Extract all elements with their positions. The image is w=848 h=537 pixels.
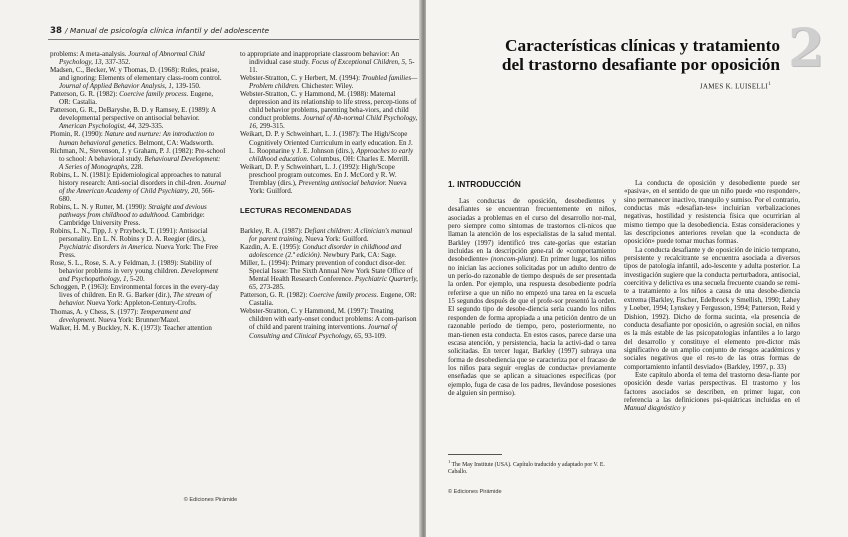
- reference-source: Nature and nurture: An introduction to human behavioral genetics.: [59, 130, 215, 147]
- running-title: Manual de psicología clínica infantil y del adolescente: [69, 26, 270, 35]
- reference-entry: [240, 291, 418, 307]
- reference-pages: Nueva York: Appleton-Century-Crofts.: [85, 299, 197, 308]
- recommended-heading: LECTURAS RECOMENDADAS: [240, 205, 352, 215]
- reference-text: Robins, L. N., Tipp, J. y Przybeck, T. (1991): Antisocial personality. En L. N. Robins y D. A. Reegier (dirs.),: [50, 227, 208, 244]
- reference-text: Webster-Stratton, C. y Hammond, M. (1997): Treating children with early-onset conduct problems: A com-parison of child and parent training interventions.: [240, 307, 417, 332]
- body-paragraph: [624, 179, 800, 246]
- reference-entry: [240, 163, 418, 195]
- right-footer: © Ediciones Pirámide: [448, 489, 502, 495]
- reference-entry: [50, 106, 226, 130]
- running-header: [50, 26, 410, 36]
- separator: /: [64, 26, 70, 35]
- footnote-rule: [448, 454, 502, 455]
- reference-source: Defiant children: A clinician's manual for parent training,: [249, 226, 413, 243]
- reference-source: Troubled families—Problem children.: [249, 74, 418, 91]
- reference-source: Journal of Applied Behavior Analysis, 1,: [59, 82, 174, 91]
- left-page: [0, 0, 421, 537]
- reference-text: Webster-Stratton, C. y Herbert, M. (1994):: [240, 74, 362, 83]
- reference-source: Approaches to early childhood education.: [249, 146, 414, 163]
- reference-entry: [50, 50, 226, 66]
- reference-source: Journal of the American Academy of Child Psychiatry, 20,: [59, 178, 226, 195]
- reference-pages: Newbury Park, CA: Sage.: [321, 251, 397, 260]
- reference-entry: [50, 66, 226, 90]
- reference-source: Psychiatric Quarterly, 65,: [249, 275, 418, 292]
- reference-text: Rose, S. L., Rose, S. A. y Feldman, J. (1989): Stability of behavior problems in very young children.: [50, 259, 212, 276]
- chapter-number: 2: [788, 18, 825, 79]
- reference-entry: [50, 130, 226, 146]
- body-paragraph: [448, 197, 616, 397]
- footnote-mark: 1: [448, 459, 451, 464]
- reference-entry: [240, 307, 418, 339]
- chapter-title: [440, 36, 780, 74]
- reference-source: Temperament and development.: [59, 307, 191, 324]
- intro-heading: 1. INTRODUCCIÓN: [448, 180, 521, 189]
- reference-source: Straight and devious pathways from childhood to adulthood.: [59, 202, 207, 219]
- reference-pages: Chichester: Wiley.: [299, 82, 354, 91]
- reference-text: Webster-Stratton, C. y Hammond, M. (1988): Maternal depression and its relationship to life stress, percep-tions of child behavior problems, parenting beha-viors, and child conduct problems.: [240, 90, 417, 123]
- paragraph-text: La conducta de oposición y desobediente puede ser «pasiva», en el sentido de que un niño puede «no responder», sino permanecer inactivo, tranquilo y sumiso. Por el contrario, conductas más «desafian-tes» incluirían verbalizaciones negativas, hostilidad y resistencia física que ocurrirían al mismo tiempo que la desobediencia. Estas consideraciones y las descripciones anteriores revelan que la «conducta de oposición» puede tomar muchas formas.: [624, 179, 800, 246]
- reference-entry: [240, 243, 418, 259]
- reference-pages: Columbus, OH: Charles E. Merrill.: [308, 154, 410, 163]
- reference-entry: [50, 283, 226, 307]
- reference-entry: [240, 227, 418, 243]
- author-name: JAMES K. LUISELLI: [699, 82, 769, 91]
- reference-text: Patterson, G. R. (1982):: [240, 291, 310, 300]
- body-paragraph: [624, 371, 800, 413]
- reference-pages: Eugene, OR: Castalia.: [249, 291, 417, 308]
- reference-pages: 329-335.: [136, 122, 164, 131]
- reference-text: problems: A meta-analysis.: [50, 50, 129, 58]
- reference-pages: 566-680.: [59, 186, 215, 203]
- reference-source: Focus of Exceptional Children, 5,: [311, 58, 407, 67]
- header-rule: [48, 39, 420, 40]
- recommended-list: [240, 227, 418, 340]
- reference-entry: [50, 203, 226, 227]
- reference-pages: Nueva York: Guilford.: [249, 178, 407, 195]
- reference-text: Plomin, R. (1990):: [50, 130, 105, 139]
- reference-pages: 273-285.: [257, 283, 285, 292]
- body-column-1: [448, 197, 616, 397]
- reference-text: Robins, L. N. (1981): Epidemiological approaches to natural history research: Anti-social disorders in chil-dren.: [50, 170, 222, 187]
- reference-source: Conduct disorder in childhood and adolescence (2.ª edición).: [249, 242, 402, 260]
- reference-pages: Nueva York: Guilford.: [303, 234, 369, 243]
- reference-text: Robins, L. N. y Rutter, M. (1990):: [50, 202, 149, 211]
- reference-source: Journal of Consulting and Clinical Psychology, 65,: [249, 323, 397, 340]
- reference-text: Barkley, R. A. (1987):: [240, 226, 305, 235]
- footnote: [448, 459, 616, 476]
- reference-text: Kazdin, A. E. (1995):: [240, 242, 303, 251]
- reference-text: Richman, N., Stevenson, J. y Graham, P. J. (1982): Pre-school to school: A behavioral study.: [50, 146, 226, 163]
- reference-source: American Psychologist, 44,: [59, 122, 137, 131]
- paragraph-emphasis: Manual diagnóstico y: [624, 404, 686, 413]
- reference-source: Journal of Ab-normal Child Psychology, 16,: [249, 114, 418, 131]
- paragraph-text-continued: En primer lugar, los niños no inician las acciones solicitadas por un adulto dentro de un perío-do razonable de tiempo después de ser presentada la orden. Por ejemplo, una respuesta desobediente podría referirse a que un niño no empezó una tarea en la escuela 15 segundos después de que el profe-sor presentó la orden. El segundo tipo de desobe-diencia sería cuando los niños responden de forma apropiada a una petición dentro de un razonable período de tiempo, pero, posteriormente, no man-tienen esta conducta. En estos casos, parece darse una escasa atención, y persistencia, hacia la activi-dad o tarea solicitadas. En tercer lugar, Barkley (1997) subraya una forma de desobediencia que se caracteriza por el fracaso de los niños para seguir «reglas de conducta» previamente enseñadas que se aplican a situaciones específicas (por ejemplo, fuga de casa de los padres, llevándose posesiones de alguien sin permiso).: [448, 255, 616, 397]
- chapter-author: [600, 82, 771, 90]
- reference-pages: 299-315.: [257, 122, 285, 131]
- reference-entry: [240, 130, 418, 162]
- reference-pages: 139-150.: [173, 82, 201, 91]
- reference-entry: [50, 90, 226, 106]
- reference-pages: 93-109.: [362, 331, 387, 340]
- paragraph-emphasis: (noncom-pliant).: [490, 255, 539, 264]
- reference-entry: [50, 147, 226, 171]
- reference-entry: [50, 308, 226, 324]
- reference-text: Patterson, G. R., DeBaryshe, B. D. y Ramsey, E. (1989): A developmental perspective on antisocial behavior.: [50, 106, 216, 123]
- references-column-1: [50, 50, 226, 332]
- reference-source: Coercive family process.: [119, 90, 189, 99]
- reference-pages: 5-11.: [249, 58, 415, 75]
- reference-text: Madsen, C., Becker, W. y Thomas, D. (1968): Rules, praise, and ignoring: Elements of elementary class-room control.: [50, 66, 222, 83]
- reference-entry: [50, 171, 226, 203]
- paragraph-text: Las conductas de oposición, desobedientes y desafiantes se encuentran frecuentemente en niños, asociadas a problemas en el curso del desarrollo nor-mal, pero siempre como síntomas de trastornos clí-nicos que llaman la atención de los especialistas de la salud mental. Barkley (1997) identificó tres cate-gorías que estarían incluidas en la descripción gene-ral de «comportamiento desobediente»: [448, 197, 616, 264]
- reference-pages: Cambridge: Cambridge University Press.: [59, 210, 205, 227]
- reference-source: Behavioural Development: A Series of Monographs,: [59, 154, 221, 171]
- left-footer: © Ediciones Pirámide: [183, 497, 238, 503]
- reference-text: Thomas, A. y Chess, S. (1977):: [50, 307, 141, 316]
- reference-text: Patterson, G. R. (1982):: [50, 90, 120, 99]
- reference-source: Journal of Abnormal Child Psychology, 13,: [59, 50, 205, 67]
- reference-entry: [240, 90, 418, 130]
- references-list: [240, 50, 418, 195]
- reference-pages: Nueva York: The Free Press.: [59, 243, 218, 260]
- page-number: 38: [50, 26, 62, 36]
- reference-text: Weikart, D. P. y Schweinhart, L. J. (1987): The High/Scope Cognitively Oriented Curriculum in early education. En J. L. Roopnarine y J. E. Johnson (dirs.),: [240, 130, 413, 155]
- reference-entry: [50, 324, 226, 332]
- reference-text: Schoggen, P. (1963): Environmental forces in the every-day lives of children. En R. G. Barker (dir.),: [50, 283, 219, 300]
- reference-pages: 337-352.: [103, 58, 131, 67]
- body-column-2: [624, 179, 800, 413]
- reference-pages: Belmont, CA: Wadsworth.: [137, 138, 214, 147]
- references-column-2: [240, 50, 418, 340]
- reference-text: to appropriate and inappropriate classroom behavior: An individual case study.: [240, 50, 400, 67]
- reference-pages: Eugene, OR: Castalia.: [59, 90, 214, 107]
- body-paragraph: [624, 246, 800, 371]
- reference-entry: [240, 50, 418, 74]
- reference-source: Preventing antisocial behavior.: [298, 178, 387, 187]
- reference-pages: 5-20.: [128, 275, 145, 284]
- reference-source: Coercive family process.: [309, 291, 379, 300]
- reference-source: Development and Psychopathology, 1,: [59, 267, 219, 284]
- reference-source: The stream of behavior.: [59, 291, 212, 308]
- chapter-title-line-2: del trastorno desafiante por oposición: [501, 55, 780, 74]
- reference-text: Weikart, D. P. y Schweinhart, L. J. (1992): High/Scope preschool program outcomes. En J. McCord y R. W. Tremblay (dirs.),: [240, 162, 397, 187]
- paragraph-text: Este capítulo aborda el tema del trastorno desa-fiante por oposición desde varias perspectivas. El trastorno y los factores asociados se describen, en primer lugar, con referencia a las definiciones psi-quiátricas incluidas en el: [624, 370, 800, 404]
- reference-pages: 228.: [128, 162, 144, 171]
- paragraph-text: La conducta desafiante y de oposición de inicio temprano, persistente y recalcitrante se encuentra asociada a diversos tipos de patología infantil, ado-lescente y adulta posterior. La investigación sugiere que la conducta perturbadora, antisocial, coercitiva y delictiva es una secuela frecuente cuando se remi-te a tratamiento a los niños a causa de una desobe-diencia extrema (Barkley, Fischer, Edelbrock y Smellish, 1990; Lahey y Loeber, 1994; Lynskey y Fergusson, 1994; Patterson, Reid y Dishion, 1992). Dicho de forma sucinta, «la presencia de conducta desafiante por oposición, o agresión social, en niños es la más estable de las psicopatologías infantiles a lo largo del desarrollo y constituye el elemento pre-dictor más significativo de un amplio conjunto de riesgos académicos y sociales negativos que el res-to de las otras formas de comportamiento infantil desviado» (Barkley, 1997, p. 33): [624, 245, 800, 371]
- reference-pages: Nueva York: Brunner/Mazel.: [96, 315, 180, 324]
- author-footnote-mark: 1: [768, 82, 771, 87]
- footnote-text: The May Institute (USA). Capítulo traducido y adaptado por V. E. Caballo.: [448, 461, 605, 475]
- reference-text: Walker, H. M. y Buckley, N. K. (1973): Teacher attention: [50, 323, 212, 332]
- chapter-title-line-1: Características clínicas y tratamiento: [505, 36, 780, 55]
- reference-text: Miller, L. (1994): Primary prevention of conduct disor-der. Special Issue: The Sixth Annual New York State Office of Mental Health Research Conference.: [240, 259, 413, 284]
- reference-entry: [50, 227, 226, 259]
- reference-entry: [240, 74, 418, 90]
- reference-source: Psychiatric disorders in America.: [59, 243, 154, 252]
- reference-entry: [50, 259, 226, 283]
- reference-entry: [240, 259, 418, 291]
